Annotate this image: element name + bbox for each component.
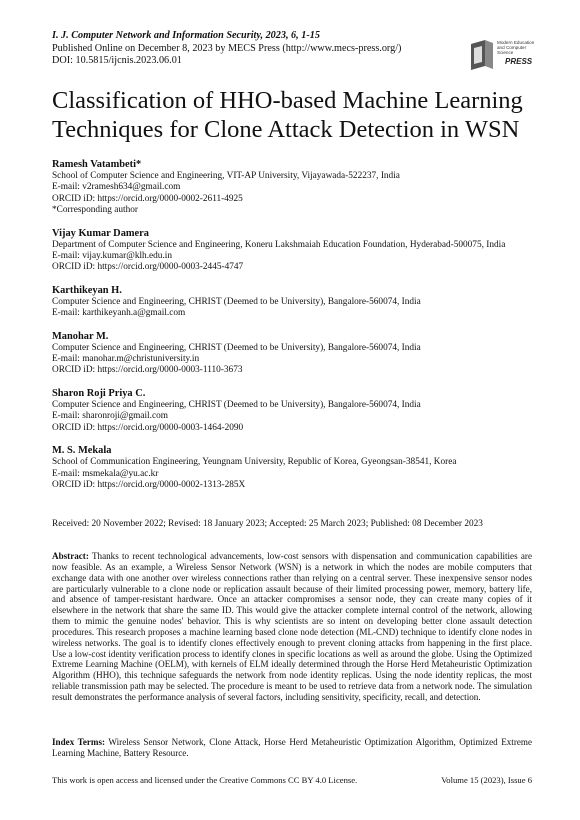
index-terms-text: Wireless Sensor Network, Clone Attack, Horse Herd Metaheuristic Optimization Algorithm, Optimized Extreme Learning Machine, Battery Resource. bbox=[52, 737, 532, 758]
author-block bbox=[52, 158, 532, 217]
author-name: Vijay Kumar Damera bbox=[52, 227, 149, 239]
author-orcid[interactable]: ORCID iD: https://orcid.org/0000-0003-1464-2090 bbox=[52, 422, 244, 433]
abstract bbox=[52, 551, 532, 703]
paper-title: Classification of HHO-based Machine Learning Techniques for Clone Attack Detection in WSN bbox=[52, 87, 523, 143]
author-affiliation: School of Computer Science and Engineering, VIT-AP University, Vijayawada-522237, India bbox=[52, 171, 400, 181]
mecs-press-logo bbox=[467, 38, 537, 72]
author-email[interactable]: E-mail: msmekala@yu.ac.kr bbox=[52, 468, 159, 479]
page-footer bbox=[52, 775, 532, 785]
logo-press: PRESS bbox=[505, 57, 533, 66]
author-affiliation: School of Communication Engineering, Yeungnam University, Republic of Korea, Gyeongsan-38541, Korea bbox=[52, 457, 457, 468]
author-name: Ramesh Vatambeti* bbox=[52, 159, 142, 170]
author-orcid[interactable]: ORCID iD: https://orcid.org/0000-0003-2445-4747 bbox=[52, 262, 244, 273]
author-orcid[interactable]: ORCID iD: https://orcid.org/0000-0003-1110-3673 bbox=[52, 365, 243, 376]
author-affiliation: Computer Science and Engineering, CHRIST (Deemed to be University), Bangalore-560074, India bbox=[52, 342, 421, 353]
author-email[interactable]: E-mail: manohar.m@christuniversity.in bbox=[52, 354, 200, 365]
journal-header bbox=[52, 30, 532, 68]
author-affiliation: Department of Computer Science and Engineering, Koneru Lakshmaiah Education Foundation, Hyderabad-500075, India bbox=[52, 239, 506, 250]
author-block bbox=[52, 330, 532, 377]
mecs-logo-icon bbox=[467, 38, 497, 72]
author-orcid[interactable]: ORCID iD: https://orcid.org/0000-0002-2611-4925 bbox=[52, 193, 243, 204]
doi[interactable]: DOI: 10.5815/ijcnis.2023.06.01 bbox=[52, 55, 182, 66]
author-email[interactable]: E-mail: sharonroji@gmail.com bbox=[52, 411, 168, 422]
author-block bbox=[52, 227, 532, 274]
logo-text: Modern Education and Computer Science bbox=[497, 40, 535, 55]
author-name: M. S. Mekala bbox=[52, 445, 112, 457]
author-name: Manohar M. bbox=[52, 330, 109, 342]
author-name: Karthikeyan H. bbox=[52, 284, 122, 296]
author-affiliation: *Corresponding author bbox=[52, 205, 138, 216]
author-orcid[interactable]: ORCID iD: https://orcid.org/0000-0002-1313-285X bbox=[52, 479, 246, 490]
index-terms-label: Index Terms: bbox=[52, 737, 106, 747]
author-list bbox=[52, 158, 532, 501]
volume-info: Volume 15 (2023), Issue 6 bbox=[441, 775, 532, 785]
index-terms bbox=[52, 737, 532, 759]
author-affiliation: Computer Science and Engineering, CHRIST (Deemed to be University), Bangalore-560074, India bbox=[52, 296, 421, 307]
publication-dates: Received: 20 November 2022; Revised: 18 January 2023; Accepted: 25 March 2023; Published: 08 December 2023 bbox=[52, 519, 483, 529]
author-email[interactable]: E-mail: vijay.kumar@klh.edu.in bbox=[52, 251, 173, 262]
abstract-label: Abstract: bbox=[52, 551, 89, 561]
author-block bbox=[52, 444, 532, 491]
author-block bbox=[52, 284, 532, 320]
journal-title: I. J. Computer Network and Information Security, 2023, 6, 1-15 bbox=[52, 30, 320, 41]
author-affiliation: Computer Science and Engineering, CHRIST (Deemed to be University), Bangalore-560074, India bbox=[52, 399, 421, 410]
publication-info: Published Online on December 8, 2023 by MECS Press (http://www.mecs-press.org/) bbox=[52, 42, 402, 54]
author-name: Sharon Roji Priya C. bbox=[52, 387, 146, 399]
abstract-text: Thanks to recent technological advancements, low-cost sensors with dispensation and communication capabilities are now feasible. As an example, a Wireless Sensor Network (WSN) is a network in which the nodes are mobile computers that exchange data with one another over wireless connections rather than relying on a central server. These inexpensive sensor nodes are particularly vulnerable to a clone node or replication assault because of their limited processing power, memory, battery life, and absence of tamper-resistant hardware. Once an attacker compromises a sensor node, they can create many copies of it elsewhere in the network that share the same ID. This would give the attacker complete internal control of the network, allowing them to mimic the genuine nodes' behavior. This is why scientists are so intent on developing better clone assault detection procedures. This research proposes a machine learning based clone node detection (ML-CND) technique to identify clone nodes in wireless networks. The goal is to identify clones effectively enough to prevent cloning attacks from happening in the first place. Use a low-cost identity verification process to identify clones in specific locations as well as around the globe. Using the Optimized Extreme Learning Machine (OELM), with kernels of ELM ideally determined through the Horse Herd Metaheuristic Optimization Algorithm (HHO), this technique safeguards the network from node identity replicas. Using the node identity replicas, the most reliable transmission path may be selected. The procedure is meant to be used to retrieve data from a network node. The simulation result demonstrates the performance analysis of several factors, including sensitivity, specificity, recall, and detection. bbox=[52, 551, 532, 702]
author-block bbox=[52, 387, 532, 434]
author-email[interactable]: E-mail: karthikeyanh.a@gmail.com bbox=[52, 308, 186, 319]
license-text: This work is open access and licensed under the Creative Commons CC BY 4.0 License. bbox=[52, 775, 358, 785]
author-email[interactable]: E-mail: v2ramesh634@gmail.com bbox=[52, 182, 181, 193]
